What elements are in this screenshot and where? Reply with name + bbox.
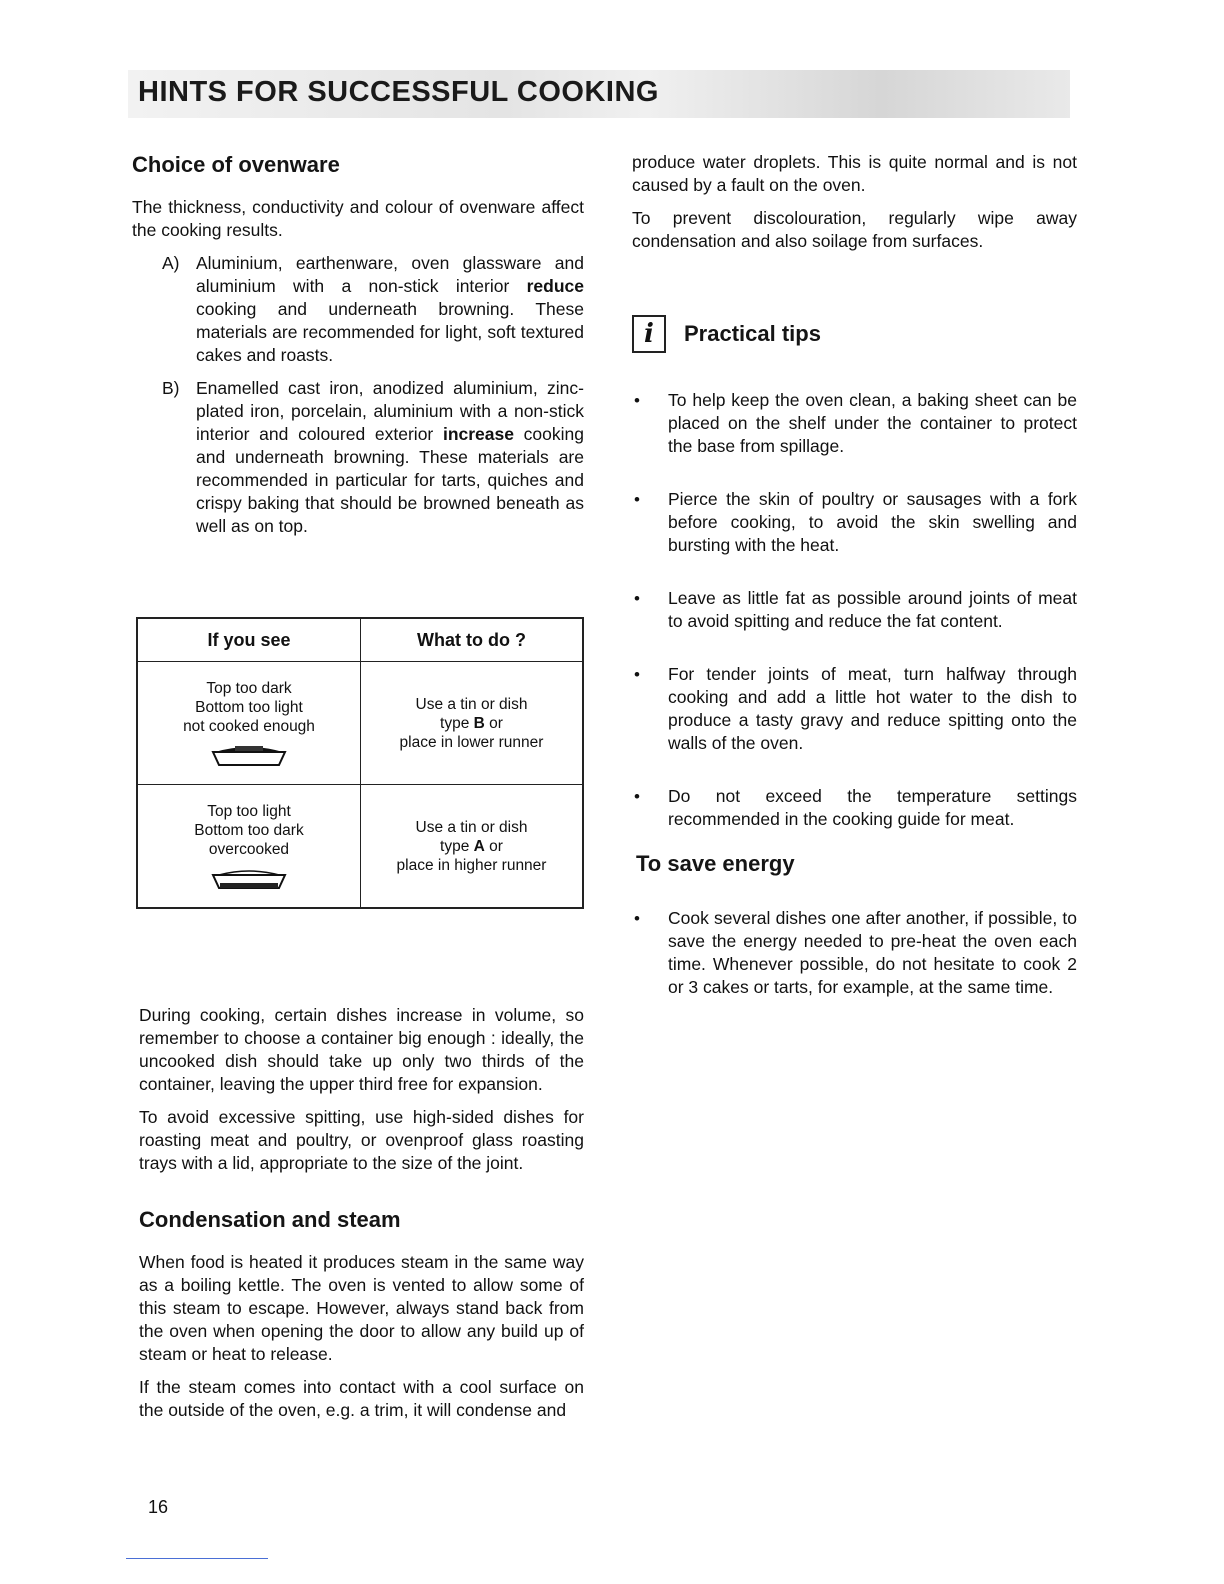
see-cell (137, 662, 361, 785)
list-item (632, 785, 1077, 831)
table-header-row (137, 618, 583, 662)
do-type-suffix: or (484, 837, 503, 855)
list-item (632, 389, 1077, 458)
item-b-label: B) (162, 378, 180, 398)
tip-text: For tender joints of meat, turn halfway through cooking and add a little hot water to the dish to produce a tasty gravy and reduce spitting onto the walls of the oven. (668, 664, 1077, 753)
ovenware-item-b (132, 377, 584, 538)
bullet-icon: • (634, 787, 640, 806)
bullet-icon: • (634, 665, 640, 684)
item-b-text-before: Enamelled cast iron, anodized aluminium, zinc-plated iron, porcelain, aluminium with a non-stick interior and coloured exterior (196, 378, 584, 444)
left-column-bottom (139, 1004, 584, 1432)
practical-tips-heading: Practical tips (684, 321, 821, 346)
do-cell (361, 662, 584, 785)
do-line: place in higher runner (396, 856, 547, 874)
see-line: not cooked enough (183, 717, 315, 735)
bullet-icon: • (634, 490, 640, 509)
do-cell (361, 785, 584, 909)
info-icon: i (632, 315, 666, 353)
item-b-text (196, 377, 584, 538)
tip-text: Pierce the skin of poultry or sausages with a fork before cooking, to avoid the skin swelling and bursting with the heat. (668, 489, 1077, 555)
col-header-if-you-see: If you see (137, 618, 361, 662)
see-cell (137, 785, 361, 909)
condensation-paragraph-1: When food is heated it produces steam in the same way as a boiling kettle. The oven is vented to allow some of this steam to escape. However, always stand back from the oven when opening the door to allow any build up of steam or heat to release. (139, 1252, 584, 1364)
save-energy-heading: To save energy (636, 851, 795, 876)
tip-text: Leave as little fat as possible around joints of meat to avoid spitting and reduce the fat content. (668, 588, 1077, 631)
page-title: HINTS FOR SUCCESSFUL COOKING (138, 76, 659, 108)
see-line: Top too dark (206, 679, 292, 697)
do-type-prefix: type (440, 714, 474, 732)
do-type-prefix: type (440, 837, 474, 855)
see-line: Top too light (207, 802, 291, 820)
right-column (632, 151, 1077, 1029)
ovenware-intro: The thickness, conductivity and colour of ovenware affect the cooking results. (132, 197, 584, 240)
bottom-rule (126, 1558, 268, 1559)
condensation-continued-2: To prevent discolouration, regularly wipe away condensation and also soilage from surfaces. (632, 208, 1077, 251)
list-item (632, 663, 1077, 755)
light-dish-icon (209, 867, 289, 891)
hint-table (136, 617, 584, 909)
condensation-paragraph-2: If the steam comes into contact with a cool surface on the outside of the oven, e.g. a trim, it will condense and (139, 1377, 584, 1420)
list-item (632, 488, 1077, 557)
table-row (137, 785, 583, 909)
do-type-suffix: or (484, 714, 503, 732)
table-row (137, 662, 583, 785)
do-type-line (362, 837, 581, 856)
see-line: overcooked (208, 840, 290, 858)
item-a-label: A) (162, 253, 180, 273)
item-b-bold: increase (442, 424, 514, 444)
ovenware-heading: Choice of ovenware (132, 152, 340, 177)
page-number: 16 (148, 1497, 169, 1517)
col-header-what-to-do: What to do ? (361, 618, 584, 662)
condensation-heading: Condensation and steam (139, 1207, 401, 1232)
energy-tip-text: Cook several dishes one after another, if possible, to save the energy needed to pre-heat the oven each time. Whenever possible, do not hesitate to cook 2 or 3 cakes or tarts, for example, at the same time. (668, 908, 1077, 997)
item-b-text-after: cooking and underneath browning. These materials are recommended in particular for tarts, quiches and crispy baking that should be browned beneath as well as on top. (196, 424, 584, 536)
ovenware-item-a (132, 252, 584, 367)
do-type-letter: B (473, 714, 485, 732)
do-line: place in lower runner (399, 733, 544, 751)
bullet-icon: • (634, 391, 640, 410)
condensation-continued-1: produce water droplets. This is quite normal and is not caused by a fault on the oven. (632, 152, 1077, 195)
do-type-line (362, 714, 581, 733)
see-line: Bottom too dark (194, 821, 304, 839)
do-line: Use a tin or dish (415, 818, 528, 836)
item-a-text-after: cooking and underneath browning. These materials are recommended for light, soft textured cakes and roasts. (196, 299, 584, 365)
bullet-icon: • (634, 909, 640, 928)
dark-dish-icon (209, 744, 289, 768)
see-line: Bottom too light (195, 698, 303, 716)
list-item (632, 907, 1077, 999)
tip-text: To help keep the oven clean, a baking sheet can be placed on the shelf under the container to protect the base from spillage. (668, 390, 1077, 456)
item-a-bold: reduce (526, 276, 584, 296)
bullet-icon: • (634, 589, 640, 608)
item-a-text-before: Aluminium, earthenware, oven glassware and aluminium with a non-stick interior (196, 253, 584, 296)
practical-tips-header (632, 315, 1077, 353)
do-line: Use a tin or dish (415, 695, 528, 713)
title-band (128, 70, 1070, 118)
spitting-paragraph: To avoid excessive spitting, use high-sided dishes for roasting meat and poultry, or ovenproof glass roasting trays with a lid, appropriate to the size of the joint. (139, 1107, 584, 1173)
list-item (632, 587, 1077, 633)
tip-text: Do not exceed the temperature settings recommended in the cooking guide for meat. (668, 786, 1077, 829)
item-a-text (196, 252, 584, 367)
volume-paragraph: During cooking, certain dishes increase in volume, so remember to choose a container big enough : ideally, the uncooked dish should take up only two thirds of the container, leaving the upper third free for expansion. (139, 1005, 584, 1094)
left-column-top (132, 152, 584, 548)
do-type-letter: A (473, 837, 485, 855)
